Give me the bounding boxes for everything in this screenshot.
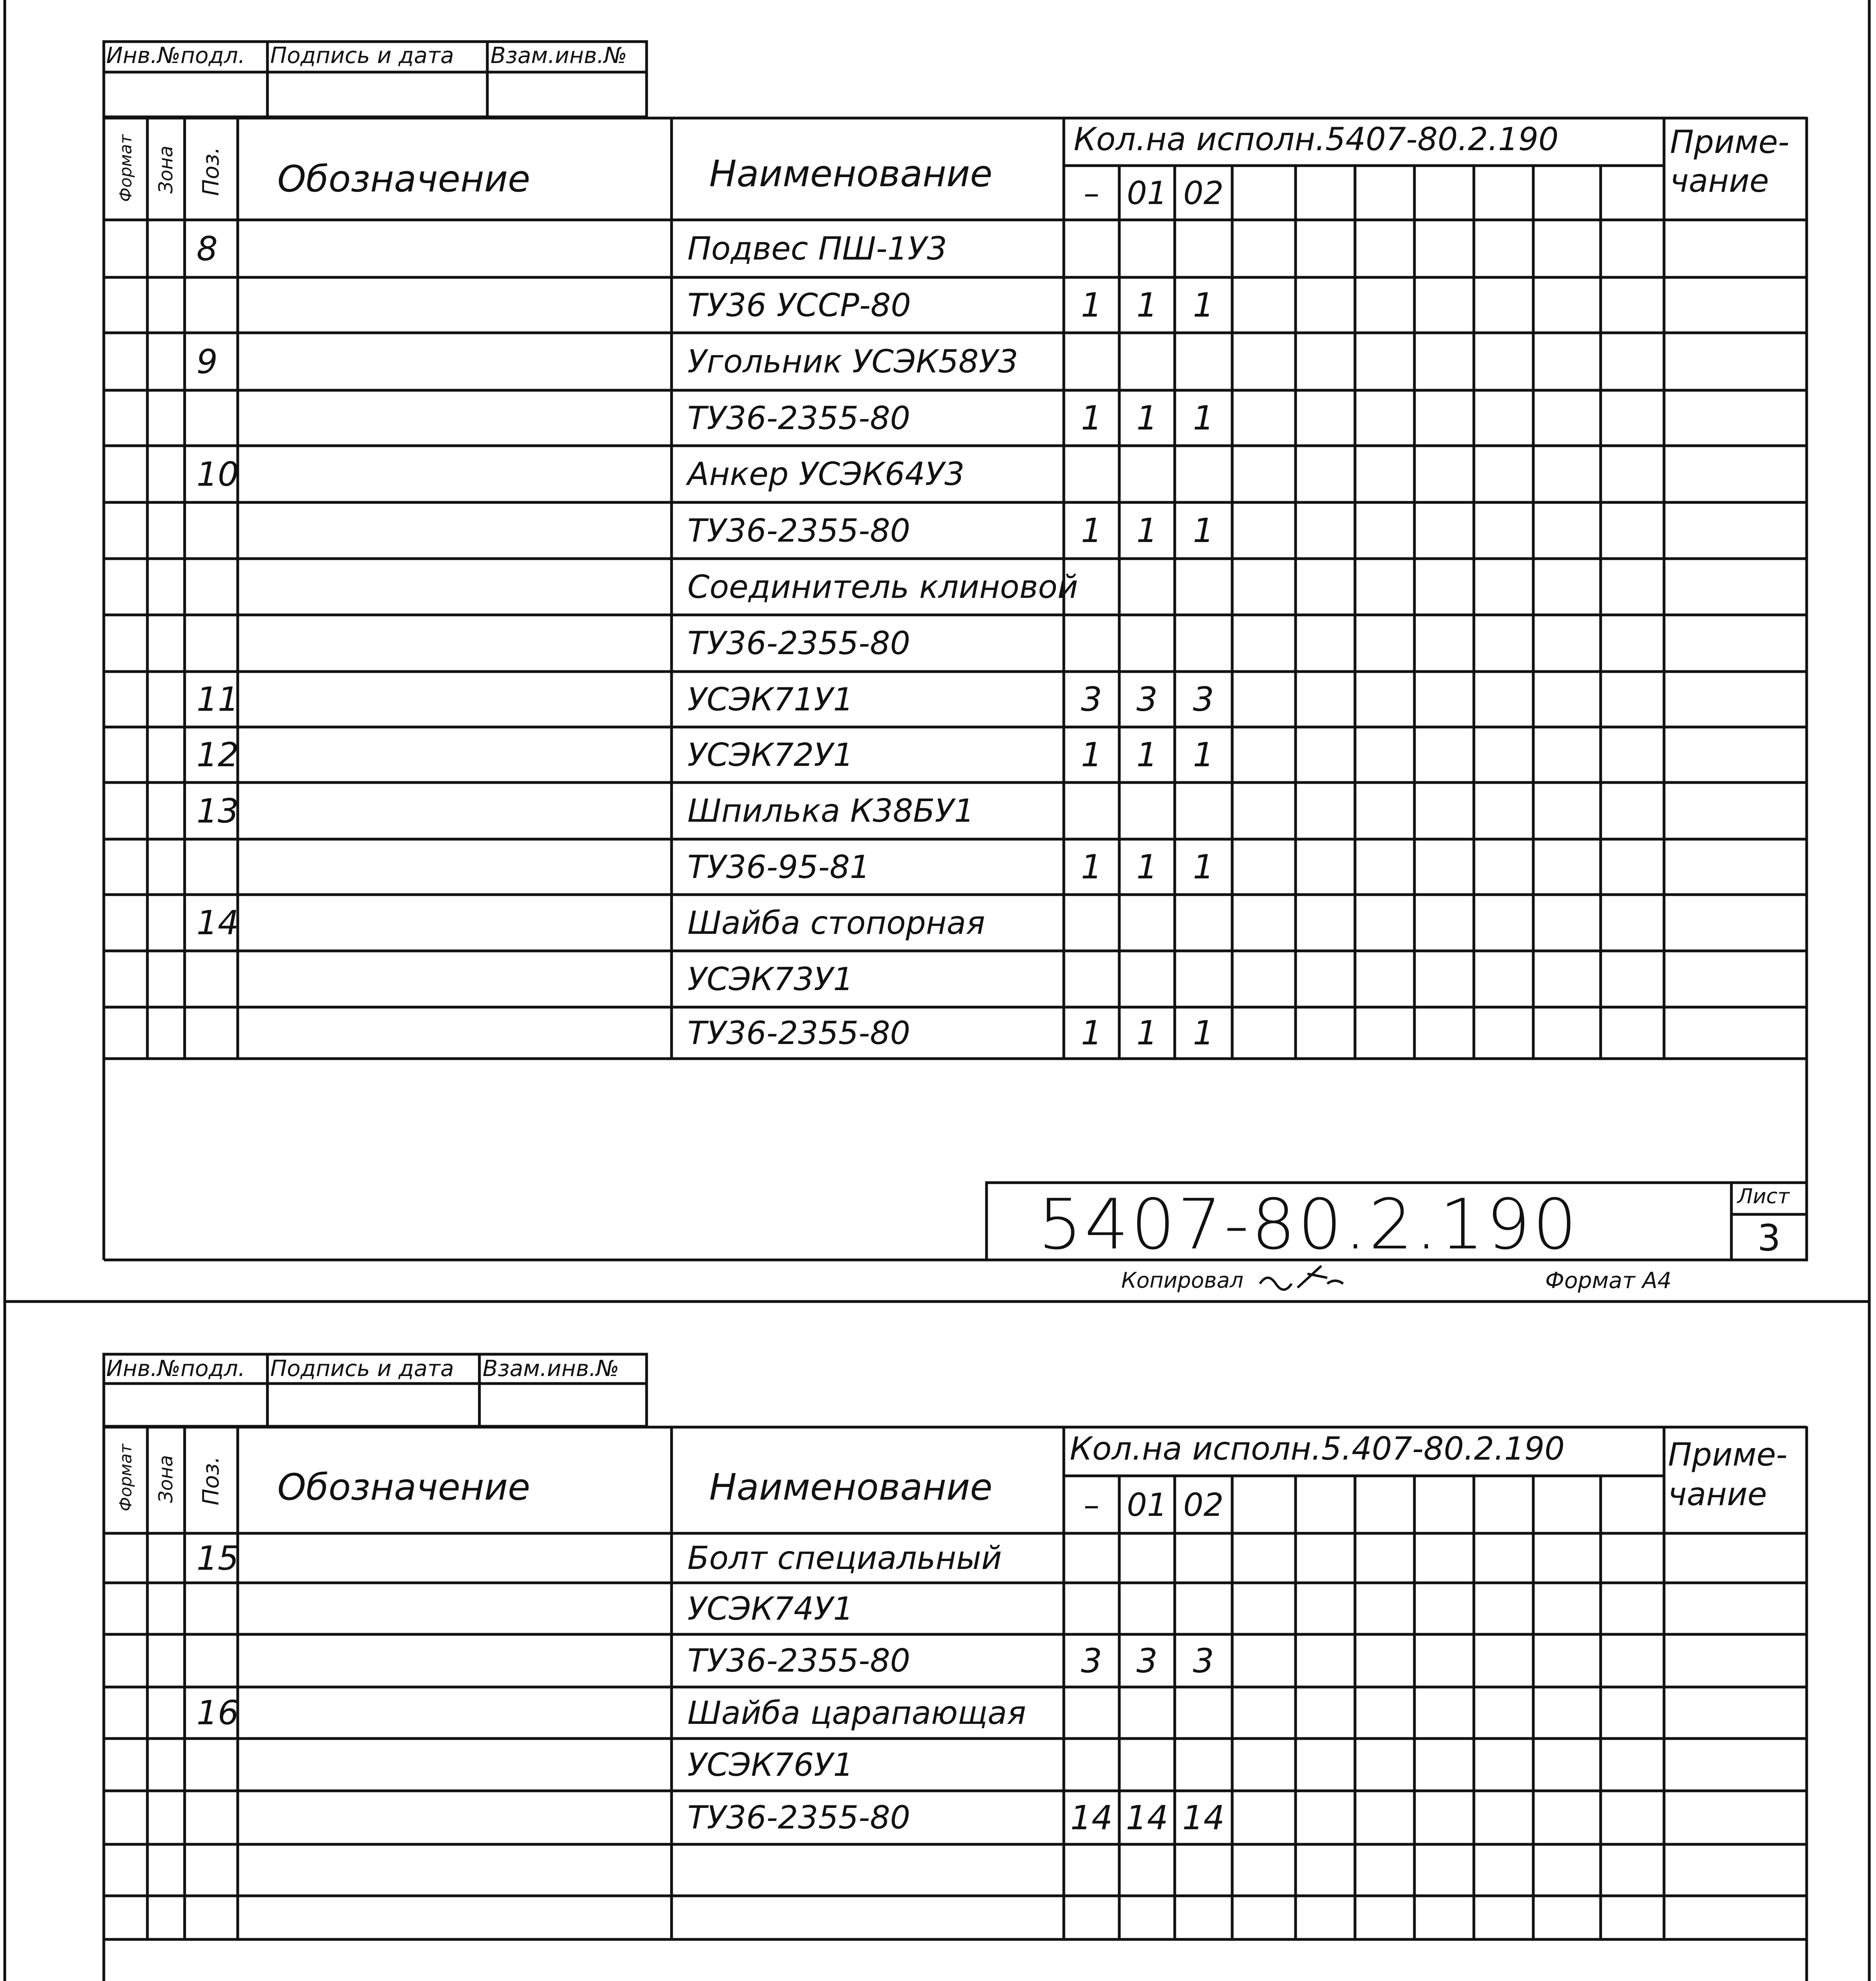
qty-variant-02 [1175,446,1232,502]
qty-variant-base [1064,1687,1119,1739]
qty-variant-01: 1 [1136,286,1158,324]
item-name-cell: ТУ36-2355-80 [687,512,910,549]
qty-variant-base [1064,1844,1119,1896]
qty-variant-01 [1119,1844,1175,1896]
variant-dash-header: – [1084,1487,1099,1523]
qty-variant-02 [1175,1533,1232,1583]
qty-variant-01 [1119,1739,1175,1791]
item-name-cell: УСЭК74У1 [687,1590,853,1627]
item-name-cell: ТУ36-2355-80 [687,1799,910,1836]
inv-number-label: Инв.№подл. [106,1356,245,1382]
copied-label: Копировал [1121,1268,1244,1293]
position-cell [185,1896,238,1939]
position-cell [185,1583,238,1634]
position-cell [185,615,238,672]
pos-column-header: Поз. [198,147,224,196]
qty-variant-01: 1 [1136,399,1158,437]
qty-variant-02 [1175,1896,1232,1939]
format-column-header: Формат [116,134,135,202]
qty-variant-01 [1119,1896,1175,1939]
position-cell: 8 [197,229,218,268]
quantity-header: Кол.на исполн.5.407-80.2.190 [1070,1430,1565,1467]
qty-variant-base [1064,782,1119,839]
qty-variant-02 [1175,559,1232,615]
position-cell: 12 [197,735,239,774]
qty-variant-01 [1119,333,1175,390]
qty-variant-01: 1 [1136,511,1158,550]
qty-variant-02: 1 [1193,1013,1214,1052]
qty-variant-01 [1119,1687,1175,1739]
qty-variant-02 [1175,615,1232,672]
qty-variant-base [1064,951,1119,1007]
qty-variant-base [1064,559,1119,615]
qty-variant-base: 1 [1081,735,1102,774]
qty-variant-02: 1 [1193,735,1214,774]
designation-header: Обозначение [277,158,531,200]
item-name-cell: ТУ36-2355-80 [687,1642,910,1679]
item-name-cell: Шайба царапающая [687,1694,1026,1731]
qty-variant-01 [1119,895,1175,951]
qty-variant-base: 1 [1081,1013,1102,1052]
qty-variant-base: 3 [1081,680,1102,719]
qty-variant-01 [1119,615,1175,672]
variant-02-header: 02 [1183,175,1224,212]
name-header: Наименование [709,1466,992,1508]
qty-variant-01 [1119,782,1175,839]
item-name-cell: Анкер УСЭК64У3 [687,456,965,492]
qty-variant-base [1064,1739,1119,1791]
qty-variant-02 [1175,1844,1232,1896]
qty-variant-01 [1119,559,1175,615]
qty-variant-base [1064,220,1119,277]
qty-variant-02 [1175,1739,1232,1791]
qty-variant-base [1064,333,1119,390]
position-cell [185,1791,238,1844]
position-cell [185,839,238,895]
item-name-cell: Шпилька К38БУ1 [687,792,975,829]
item-name-cell: Угольник УСЭК58У3 [687,343,1018,380]
item-name-cell: Шайба стопорная [687,904,985,941]
sheet-number: 3 [1757,1216,1781,1259]
position-cell [185,1634,238,1687]
qty-variant-base: 1 [1081,286,1102,324]
position-cell [185,1739,238,1791]
qty-variant-02 [1175,220,1232,277]
item-name-cell: УСЭК73У1 [687,960,853,998]
qty-variant-01 [1119,1533,1175,1583]
item-name-cell: УСЭК72У1 [687,736,853,773]
qty-variant-02: 1 [1193,847,1214,886]
variant-01-header: 01 [1127,175,1167,212]
position-cell: 14 [197,903,239,942]
exchange-inv-label: Взам.инв.№ [483,1356,619,1382]
variant-01-header: 01 [1127,1487,1167,1523]
position-cell [185,1007,238,1059]
item-name-cell: Соединитель клиновой [687,568,1078,605]
qty-variant-01: 1 [1136,1013,1158,1052]
qty-variant-01 [1119,951,1175,1007]
position-cell [185,1844,238,1896]
qty-variant-02: 3 [1193,1641,1214,1680]
document-number: 5407-80.2.190 [1038,1185,1579,1265]
qty-variant-02: 1 [1193,511,1214,550]
qty-variant-01 [1119,220,1175,277]
position-cell [185,559,238,615]
qty-variant-base [1064,895,1119,951]
qty-variant-base: 14 [1070,1798,1113,1837]
qty-variant-02: 1 [1193,399,1214,437]
item-name-cell: Болт специальный [687,1540,1002,1576]
qty-variant-base: 1 [1081,847,1102,886]
position-cell: 11 [197,680,239,719]
qty-variant-02: 14 [1182,1798,1225,1837]
qty-variant-base: 1 [1081,399,1102,437]
sign-date-label: Подпись и дата [270,43,454,69]
qty-variant-02 [1175,333,1232,390]
note-header-line1: Приме- [1668,1436,1788,1473]
item-name-cell: УСЭК76У1 [687,1746,853,1783]
qty-variant-02 [1175,782,1232,839]
exchange-inv-label: Взам.инв.№ [490,43,627,69]
pos-column-header: Поз. [198,1456,224,1506]
qty-variant-base [1064,1533,1119,1583]
variant-02-header: 02 [1183,1487,1224,1523]
item-name-cell: Подвес ПШ-1У3 [687,230,947,267]
name-header: Наименование [709,153,992,195]
qty-variant-02 [1175,895,1232,951]
item-name-cell [672,1896,1064,1939]
qty-variant-01: 1 [1136,735,1158,774]
sheet-label: Лист [1737,1185,1790,1208]
format-label: Формат А4 [1545,1268,1672,1294]
designation-header: Обозначение [277,1466,531,1508]
qty-variant-01 [1119,1583,1175,1634]
variant-dash-header: – [1084,175,1099,212]
qty-variant-01: 3 [1136,1641,1158,1680]
qty-variant-02: 3 [1193,680,1214,719]
qty-variant-base: 1 [1081,511,1102,550]
position-cell: 13 [197,791,239,830]
qty-variant-02: 1 [1193,286,1214,324]
position-cell: 9 [197,342,218,381]
qty-variant-01 [1119,446,1175,502]
qty-variant-02 [1175,1687,1232,1739]
format-column-header: Формат [116,1444,135,1512]
qty-variant-base [1064,1896,1119,1939]
qty-variant-02 [1175,1583,1232,1634]
item-name-cell: ТУ36-2355-80 [687,625,910,662]
item-name-cell: ТУ36 УССР-80 [687,286,911,324]
position-cell: 16 [197,1693,239,1732]
note-header-line1: Приме- [1670,124,1790,160]
item-name-cell: ТУ36-2355-80 [687,399,910,437]
item-name-cell: УСЭК71У1 [687,681,853,718]
item-name-cell: ТУ36-95-81 [687,848,870,886]
position-cell [185,277,238,333]
item-name-cell [672,1844,1064,1896]
position-cell [185,951,238,1007]
qty-variant-02 [1175,951,1232,1007]
qty-variant-base [1064,615,1119,672]
zone-column-header: Зона [155,1455,177,1503]
quantity-header: Кол.на исполн.5407-80.2.190 [1074,121,1559,158]
qty-variant-01: 1 [1136,847,1158,886]
sign-date-label: Подпись и дата [270,1356,454,1382]
qty-variant-base [1064,1583,1119,1634]
position-cell: 15 [197,1538,239,1578]
qty-variant-01: 3 [1136,680,1158,719]
position-cell [185,502,238,559]
qty-variant-base: 3 [1081,1641,1102,1680]
qty-variant-base [1064,446,1119,502]
position-cell [185,390,238,446]
note-header-line2: чание [1668,1476,1767,1513]
position-cell: 10 [197,454,239,494]
zone-column-header: Зона [155,145,177,194]
note-header-line2: чание [1670,162,1769,199]
qty-variant-01: 14 [1126,1798,1168,1837]
inv-number-label: Инв.№подл. [106,43,245,69]
item-name-cell: ТУ36-2355-80 [687,1014,910,1052]
